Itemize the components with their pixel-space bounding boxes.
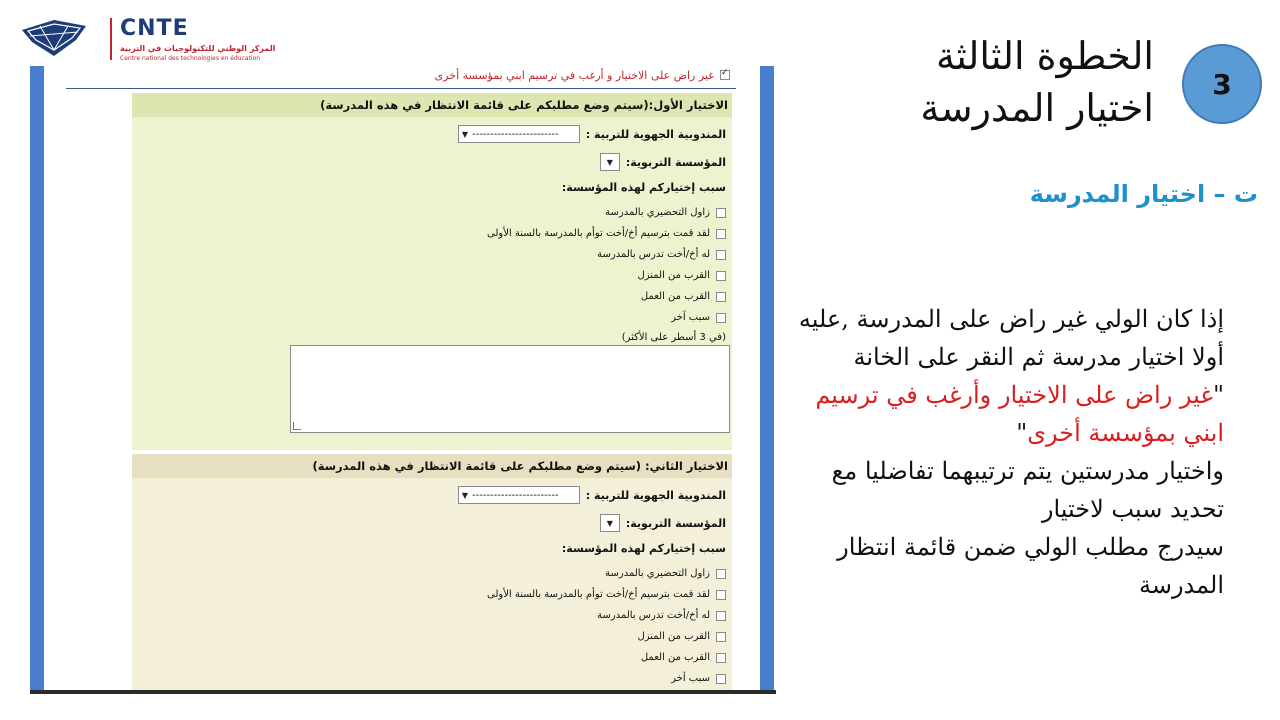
reason-checkbox[interactable] <box>716 292 726 302</box>
logo-divider <box>110 18 112 60</box>
step-title <box>854 30 1154 134</box>
reason-checkbox[interactable] <box>716 229 726 239</box>
reason-option[interactable] <box>641 291 726 302</box>
step-title-line1: الخطوة الثالثة <box>935 34 1154 78</box>
resize-grip-icon[interactable] <box>293 422 301 430</box>
reason-checkbox[interactable] <box>716 208 726 218</box>
first-choice-reason-title-row <box>562 181 726 194</box>
reason-option-label: لقد قمت بترسيم أخ/أخت توأم بالمدرسة بالسنة الأولى <box>486 589 710 600</box>
panel-bottom-border <box>30 690 776 694</box>
first-choice-institution-row <box>600 153 726 171</box>
reason-option[interactable] <box>637 631 726 642</box>
logo-french-name: Centre national des technologies en éducation <box>120 55 261 62</box>
reason-option-label: القرب من المنزل <box>637 270 710 281</box>
chevron-down-icon: ▼ <box>606 518 613 528</box>
cnte-logo <box>18 14 288 66</box>
reason-note <box>622 332 726 343</box>
first-choice-section <box>132 93 732 450</box>
reject-assignment-checkbox[interactable] <box>720 70 730 80</box>
reason-note-text: (في 3 أسطر على الأكثر) <box>621 332 726 343</box>
reason-option[interactable] <box>641 652 726 663</box>
reason-checkbox[interactable] <box>716 590 726 600</box>
first-choice-header: الاختيار الأول:(سيتم وضع مطلبكم على قائمة الانتظار في هذه المدرسة) <box>132 93 732 117</box>
second-choice-section <box>132 454 732 690</box>
panel-right-border <box>760 66 774 694</box>
second-choice-reason-title-row <box>562 542 726 555</box>
second-choice-header: الاختيار الثاني: (سيتم وضع مطلبكم على قائمة الانتظار في هذه المدرسة) <box>132 454 732 478</box>
logo-arabic-name: المركز الوطني للتكنولوجيات في التربية <box>120 44 276 53</box>
desc-highlight: ابني بمؤسسة أخرى <box>1027 419 1224 447</box>
reason-option-label: زاول التحضيري بالمدرسة <box>605 207 710 218</box>
reason-option-label: سبب آخر <box>671 673 710 684</box>
region-label: المندوبية الجهوية للتربية : <box>585 488 726 502</box>
reason-checkbox[interactable] <box>716 569 726 579</box>
instructions-text <box>794 300 1224 604</box>
desc-line: واختيار مدرستين يتم ترتيبهما تفاضليا مع <box>831 457 1224 485</box>
reason-checkbox[interactable] <box>716 611 726 621</box>
quote-mark: " <box>1212 381 1224 409</box>
reason-option-label: له أخ/أخت تدرس بالمدرسة <box>597 610 710 621</box>
region-select[interactable] <box>458 486 580 504</box>
panel-left-border <box>30 66 44 694</box>
region-select-value: ------------------------ <box>471 489 559 501</box>
reason-option-label: لقد قمت بترسيم أخ/أخت توأم بالمدرسة بالسنة الأولى <box>486 228 710 239</box>
reason-label: سبب إختياركم لهذه المؤسسة: <box>561 181 726 194</box>
desc-highlight: غير راض على الاختيار وأرغب في ترسيم <box>815 381 1213 409</box>
reason-checkbox[interactable] <box>716 674 726 684</box>
reason-checkbox[interactable] <box>716 313 726 323</box>
desc-line: أولا اختيار مدرسة ثم النقر على الخانة <box>853 343 1224 371</box>
reason-option[interactable] <box>637 270 726 281</box>
reason-option[interactable] <box>605 207 726 218</box>
reason-checkbox[interactable] <box>716 632 726 642</box>
second-choice-institution-row <box>600 514 726 532</box>
region-select[interactable] <box>458 125 580 143</box>
globe-logo-icon <box>18 16 90 60</box>
section-subheading: ت – اختيار المدرسة <box>1029 180 1258 208</box>
reason-option-label: له أخ/أخت تدرس بالمدرسة <box>597 249 710 260</box>
reject-assignment-option[interactable] <box>435 66 730 84</box>
reason-option[interactable] <box>597 249 726 260</box>
reason-option-label: القرب من العمل <box>640 652 710 663</box>
step-title-line2: اختيار المدرسة <box>920 86 1154 130</box>
reason-option[interactable] <box>605 568 726 579</box>
institution-label: المؤسسة التربوية: <box>625 516 726 530</box>
reason-option[interactable] <box>597 610 726 621</box>
chevron-down-icon: ▼ <box>461 490 468 500</box>
reason-option[interactable] <box>487 589 726 600</box>
step-number-badge: 3 <box>1182 44 1262 124</box>
second-choice-region-row <box>458 486 726 504</box>
desc-line: تحديد سبب لاختيار <box>1041 495 1224 523</box>
region-label: المندوبية الجهوية للتربية : <box>585 127 726 141</box>
reason-checkbox[interactable] <box>716 271 726 281</box>
chevron-down-icon: ▼ <box>461 129 468 139</box>
reason-option-label: القرب من العمل <box>640 291 710 302</box>
chevron-down-icon: ▼ <box>606 157 613 167</box>
institution-select[interactable] <box>600 514 620 532</box>
first-choice-region-row <box>458 125 726 143</box>
desc-highlight-line <box>794 414 1224 452</box>
desc-line: المدرسة <box>1138 571 1224 599</box>
reason-checkbox[interactable] <box>716 653 726 663</box>
institution-label: المؤسسة التربوية: <box>625 155 726 169</box>
desc-line: إذا كان الولي غير راض على المدرسة ,عليه <box>798 305 1224 333</box>
reject-assignment-label: غير راض على الاختيار و أرغب في ترسيم ابني بمؤسسة أخرى <box>434 68 714 82</box>
reason-label: سبب إختياركم لهذه المؤسسة: <box>561 542 726 555</box>
reason-option[interactable] <box>671 312 726 323</box>
reason-checkbox[interactable] <box>716 250 726 260</box>
quote-mark: " <box>1016 419 1028 447</box>
reason-option-label: زاول التحضيري بالمدرسة <box>605 568 710 579</box>
divider <box>66 88 736 89</box>
desc-line: سيدرج مطلب الولي ضمن قائمة انتظار <box>837 533 1224 561</box>
reason-option-label: القرب من المنزل <box>637 631 710 642</box>
other-reason-textarea[interactable] <box>290 345 730 433</box>
logo-title: CNTE <box>120 16 189 41</box>
reason-option[interactable] <box>487 228 726 239</box>
region-select-value: ------------------------ <box>471 128 559 140</box>
reason-option[interactable] <box>671 673 726 684</box>
desc-highlight-line <box>794 376 1224 414</box>
school-choice-form <box>44 66 760 690</box>
institution-select[interactable] <box>600 153 620 171</box>
reason-option-label: سبب آخر <box>671 312 710 323</box>
